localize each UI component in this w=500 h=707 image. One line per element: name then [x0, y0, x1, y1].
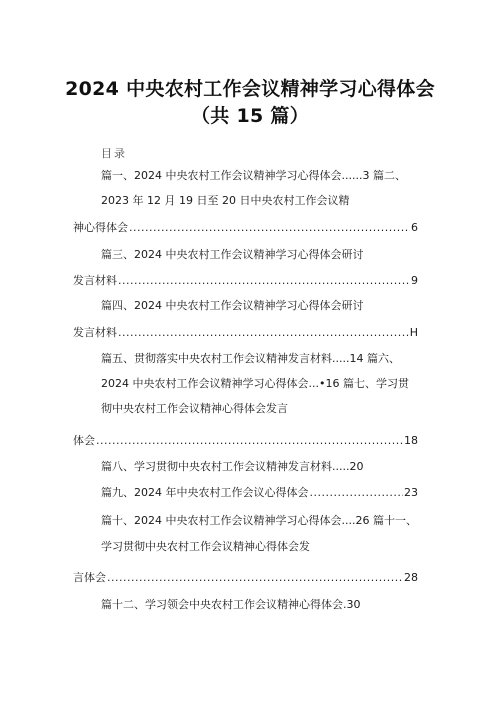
toc-line: 篇一、2024 中央农村工作会议精神学习心得体会......3 篇二、	[101, 169, 406, 182]
toc-line: 篇十二、学习领会中央农村工作会议精神心得体会.30	[101, 598, 361, 611]
toc-page-number: H	[409, 326, 418, 339]
toc-entry-text: 体会	[73, 434, 95, 447]
toc-page-number: 28	[404, 571, 418, 584]
toc-heading: 目录	[101, 147, 127, 160]
toc-line: 篇四、2024 中央农村工作会议精神学习心得体会研讨	[101, 299, 364, 312]
document-title: 2024 中央农村工作会议精神学习心得体会	[65, 78, 435, 100]
toc-entry-leader	[73, 571, 418, 585]
dot-leader	[96, 434, 403, 448]
toc-line: 学习贯彻中央农村工作会议精神心得体会发	[101, 540, 310, 553]
toc-line: 篇八、学习贯彻中央农村工作会议精神发言材料.....20	[101, 460, 364, 473]
toc-entry-leader	[73, 326, 418, 340]
toc-page-number: 18	[404, 434, 418, 447]
toc-page-number: 9	[411, 274, 418, 287]
toc-entry-leader	[73, 221, 418, 235]
toc-line: 2024 中央农村工作会议精神学习心得体会...•16 篇七、学习贯	[101, 377, 409, 390]
toc-line: 彻中央农村工作会议精神心得体会发言	[101, 402, 288, 415]
toc-entry-text: 发言材料	[73, 326, 117, 339]
document-subtitle: （共 15 篇）	[190, 105, 310, 127]
toc-entry-text: 篇九、2024 年中央农村工作会议心得体会	[101, 486, 309, 499]
toc-page-number: 23	[404, 486, 418, 499]
toc-line: 2023 年 12 月 19 日至 20 日中央农村工作会议精	[101, 194, 350, 207]
toc-page-number: 6	[411, 221, 418, 234]
toc-line: 篇三、2024 中央农村工作会议精神学习心得体会研讨	[101, 248, 364, 261]
toc-entry-leader	[73, 274, 418, 288]
dot-leader	[310, 486, 404, 500]
toc-entry-leader	[101, 486, 418, 500]
toc-line: 篇十、2024 中央农村工作会议精神学习心得体会....26 篇十一、	[101, 514, 417, 527]
dot-leader	[118, 274, 410, 288]
toc-entry-text: 神心得体会	[73, 221, 128, 234]
toc-entry-leader	[73, 434, 418, 448]
dot-leader	[118, 326, 409, 340]
toc-line: 篇五、贯彻落实中央农村工作会议精神发言材料.....14 篇六、	[101, 352, 400, 365]
dot-leader	[129, 221, 410, 235]
toc-entry-text: 言体会	[73, 571, 106, 584]
dot-leader	[107, 571, 403, 585]
toc-entry-text: 发言材料	[73, 274, 117, 287]
